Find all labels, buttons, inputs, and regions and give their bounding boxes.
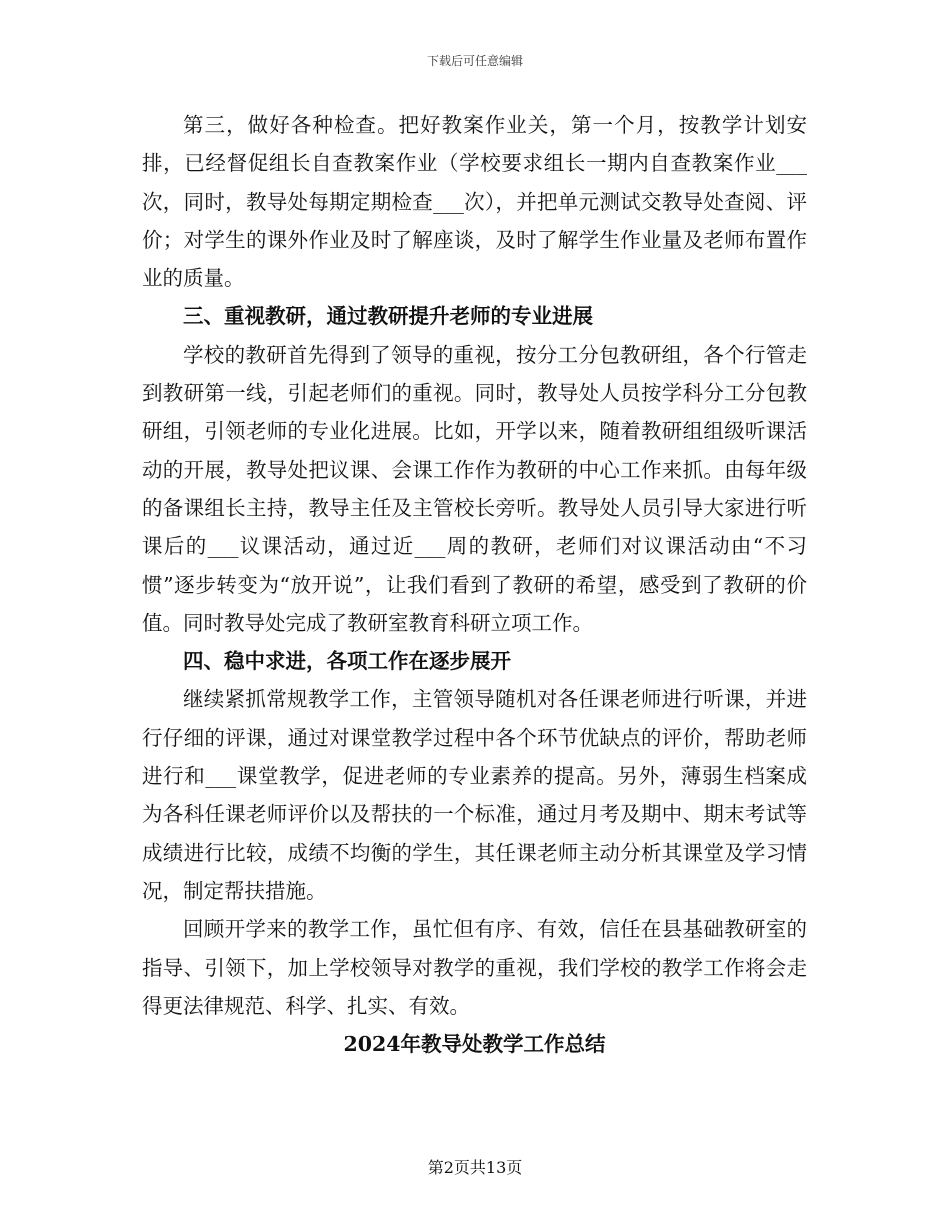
document-body	[142, 106, 807, 1063]
next-document-title: 2024年教导处教学工作总结	[343, 1032, 606, 1057]
paragraph-routine-work: 继续紧抓常规教学工作，主管领导随机对各任课老师进行听课，并进行仔细的评课，通过对课堂教学过程中各个环节优缺点的评价，帮助老师进行和___课堂教学，促进老师的专业素养的提高。另外，薄弱生档案成为各科任课老师评价以及帮扶的一个标准，通过月考及期中、期末考试等成绩进行比较，成绩不均衡的学生，其任课老师主动分析其课堂及学习情况，制定帮扶措施。	[142, 687, 807, 903]
section-heading-teaching-research: 三、重视教研，通过教研提升老师的专业进展	[183, 304, 593, 329]
paragraph-inspections: 第三，做好各种检查。把好教案作业关，第一个月，按教学计划安排，已经督促组长自查教案作业（学校要求组长一期内自查教案作业___次，同时，教导处每期定期检查___次），并把单元测试交教导处查阅、评价；对学生的课外作业及时了解座谈，及时了解学生作业量及老师布置作业的质量。	[142, 113, 807, 291]
header-note: 下载后可任意编辑	[426, 54, 523, 68]
page-number: 第2页共13页	[427, 1158, 523, 1177]
section-heading-steady-progress: 四、稳中求进，各项工作在逐步展开	[183, 649, 511, 674]
paragraph-review: 回顾开学来的教学工作，虽忙但有序、有效，信任在县基础教研室的指导、引领下，加上学校领导对教学的重视，我们学校的教学工作将会走得更法律规范、科学、扎实、有效。	[142, 917, 807, 1018]
paragraph-teaching-research: 学校的教研首先得到了领导的重视，按分工分包教研组，各个行管走到教研第一线，引起老师们的重视。同时，教导处人员按学科分工分包教研组，引领老师的专业化进展。比如，开学以来，随着教研组组级听课活动的开展，教导处把议课、会课工作作为教研的中心工作来抓。由每年级的备课组长主持，教导主任及主管校长旁听。教导处人员引导大家进行听课后的___议课活动，通过近___周的教研，老师们对议课活动由“不习惯”逐步转变为“放开说”，让我们看到了教研的希望，感受到了教研的价值。同时教导处完成了教研室教育科研立项工作。	[142, 342, 807, 635]
